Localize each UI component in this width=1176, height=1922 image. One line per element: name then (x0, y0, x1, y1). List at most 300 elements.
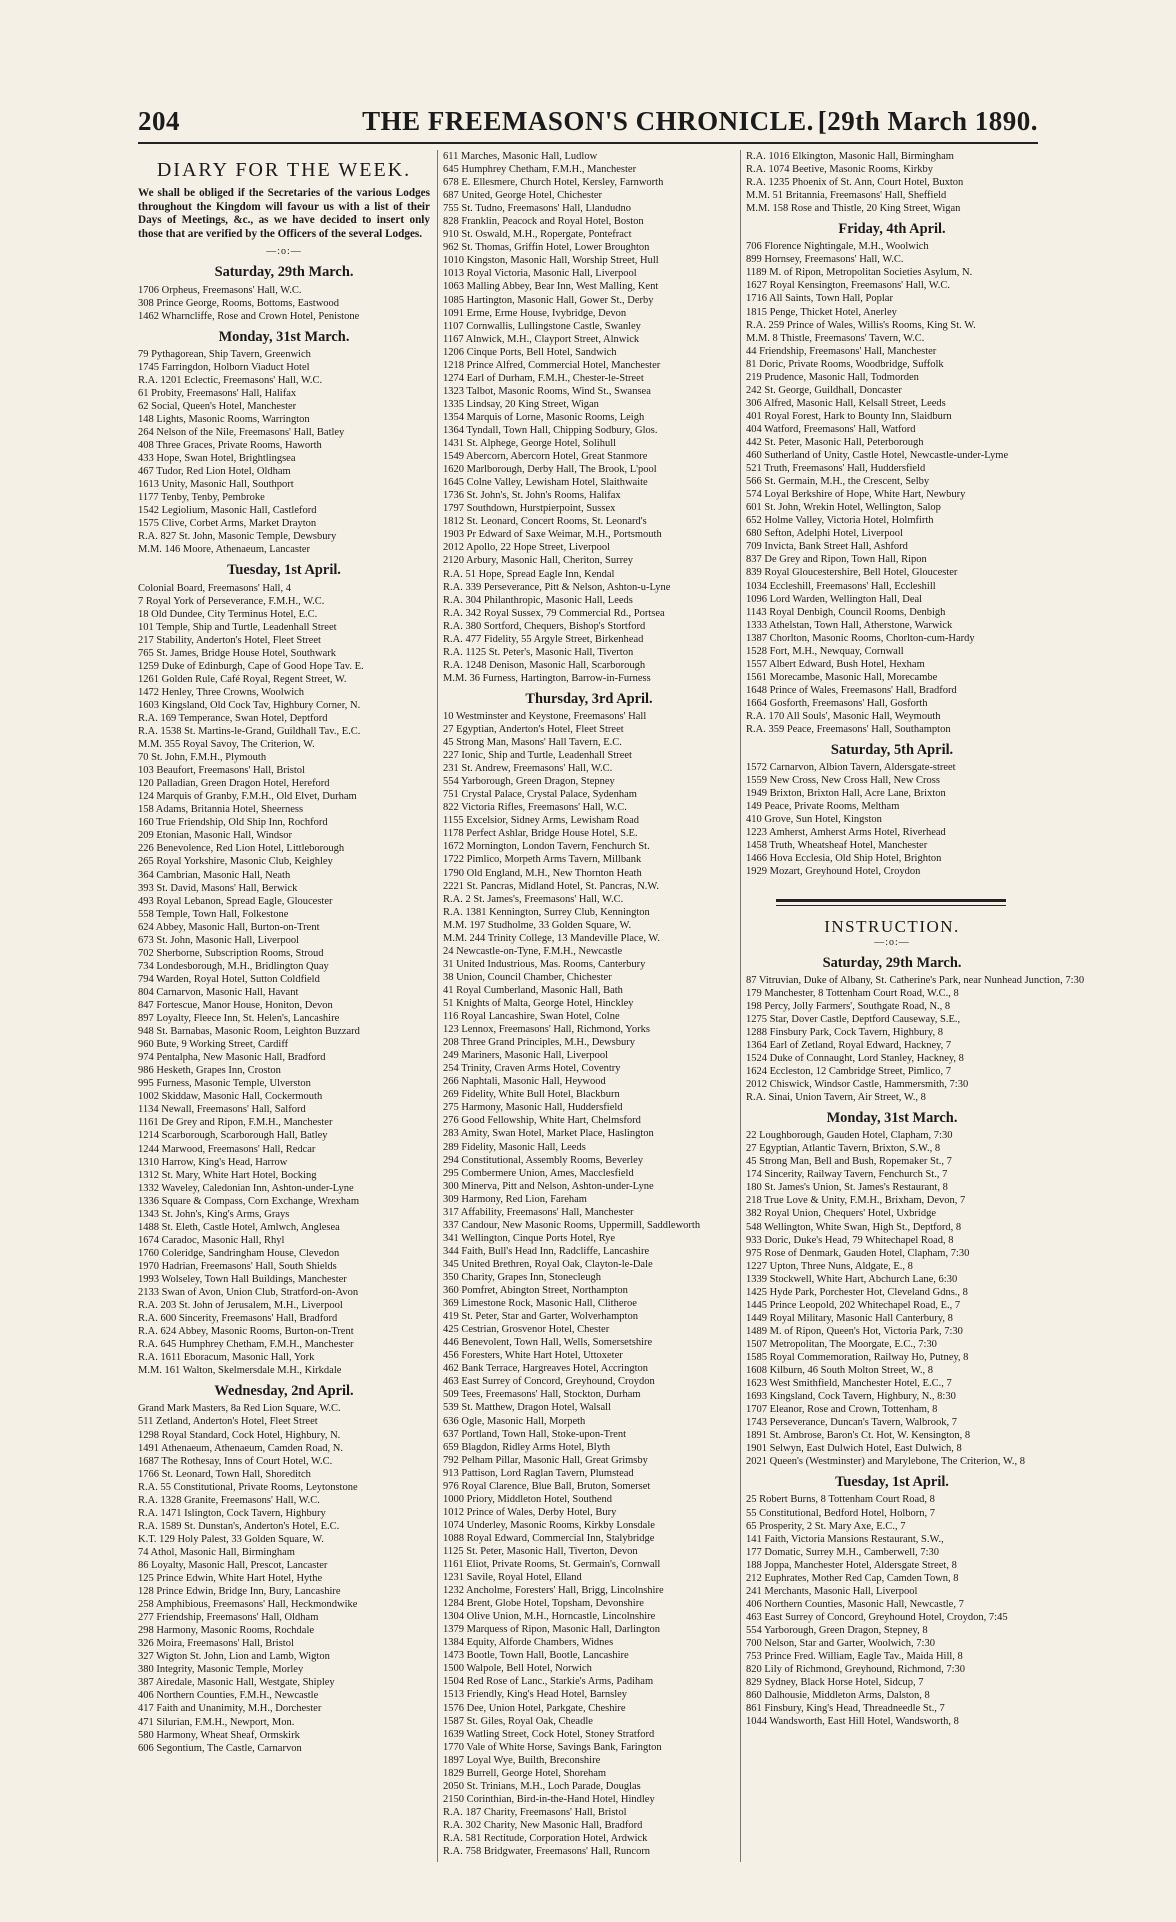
lodge-entry: 1797 Southdown, Hurstpierpoint, Sussex (443, 503, 616, 515)
column-divider (740, 150, 741, 1862)
lodge-entry: R.A. 339 Perseverance, Pitt & Nelson, Ashton-u-Lyne (443, 581, 671, 593)
lodge-entry: 1707 Eleanor, Rose and Crown, Tottenham, 8 (746, 1404, 938, 1416)
lodge-list (746, 974, 1085, 1104)
lodge-entry: 624 Abbey, Masonic Hall, Burton-on-Trent (138, 921, 320, 933)
day-heading: Saturday, 5th April. (830, 742, 954, 759)
lodge-entry: 1507 Metropolitan, The Moorgate, E.C., 7:30 (746, 1338, 937, 1350)
lodge-entry: R.A. 51 Hope, Spread Eagle Inn, Kendal (443, 568, 615, 580)
lodge-entry: 120 Palladian, Green Dragon Hotel, Hereford (138, 778, 330, 790)
lodge-entry: R.A. 624 Abbey, Masonic Rooms, Burton-on-Trent (138, 1326, 354, 1338)
lodge-entry: 1790 Old England, M.H., New Thornton Heath (443, 867, 642, 879)
lodge-entry: 611 Marches, Masonic Hall, Ludlow (443, 151, 598, 162)
day-heading: Friday, 4th April. (838, 221, 946, 238)
lodge-entry: 1466 Hova Ecclesia, Old Ship Hotel, Brighton (746, 853, 942, 865)
lodge-entry: 2021 Queen's (Westminster) and Marylebone, The Criterion, W., 8 (746, 1456, 1026, 1468)
lodge-entry: 1096 Lord Warden, Wellington Hall, Deal (746, 593, 923, 605)
lodge-entry: 1993 Wolseley, Town Hall Buildings, Manchester (138, 1273, 347, 1285)
lodge-entry: 804 Carnarvon, Masonic Hall, Havant (138, 986, 299, 998)
lodge-entry: 180 St. James's Union, St. James's Restaurant, 8 (746, 1182, 948, 1194)
lodge-entry: 847 Fortescue, Manor House, Honiton, Devon (138, 1000, 333, 1011)
lodge-entry: 1134 Newall, Freemasons' Hall, Salford (138, 1104, 306, 1116)
lodge-entry: 124 Marquis of Granby, F.M.H., Old Elvet, Durham (138, 791, 357, 803)
lodge-entry: R.A. 645 Humphrey Chetham, F.M.H., Manchester (138, 1339, 354, 1351)
lodge-entry: 1645 Colne Valley, Lewisham Hotel, Slaithwaite (443, 477, 648, 489)
lodge-entry: 1364 Tyndall, Town Hall, Chipping Sodbury, Glos. (443, 424, 658, 436)
lodge-entry: 1284 Brent, Globe Hotel, Topsham, Devonshire (443, 1598, 644, 1610)
column-1 (138, 150, 430, 1866)
lodge-entry: M.M. 51 Britannia, Freemasons' Hall, Sheffield (746, 190, 947, 202)
lodge-entry: 1223 Amherst, Amherst Arms Hotel, Riverhead (746, 827, 946, 839)
lodge-entry: 1500 Walpole, Bell Hotel, Norwich (443, 1663, 592, 1675)
lodge-entry: 404 Watford, Freemasons' Hall, Watford (746, 423, 916, 435)
lodge-entry: 1431 St. Alphege, George Hotel, Solihull (443, 438, 617, 450)
lodge-entry: 264 Nelson of the Nile, Freemasons' Hall, Batley (138, 426, 345, 438)
lodge-entry: 659 Blagdon, Ridley Arms Hotel, Blyth (443, 1441, 611, 1453)
lodge-entry: 1259 Duke of Edinburgh, Cape of Good Hope Tav. E. (138, 660, 364, 672)
lodge-entry: 369 Limestone Rock, Masonic Hall, Clitheroe (443, 1298, 637, 1310)
lodge-entry: 241 Merchants, Masonic Hall, Liverpool (746, 1585, 918, 1597)
lodge-entry: R.A. 1016 Elkington, Masonic Hall, Birmingham (746, 151, 954, 162)
lodge-entry: 1107 Cornwallis, Lullingstone Castle, Swanley (443, 320, 641, 332)
lodge-entry: 1462 Wharncliffe, Rose and Crown Hotel, Penistone (138, 310, 360, 322)
lodge-entry: 380 Integrity, Masonic Temple, Morley (138, 1664, 304, 1676)
lodge-entry: 406 Northern Counties, Masonic Hall, Newcastle, 7 (746, 1598, 964, 1610)
lodge-entry: 360 Pomfret, Abington Street, Northampton (443, 1285, 628, 1297)
lodge-entry: 364 Cambrian, Masonic Hall, Neath (138, 869, 291, 881)
lodge-entry: 820 Lily of Richmond, Greyhound, Richmond, 7:30 (746, 1664, 966, 1676)
lodge-entry: 125 Prince Edwin, White Hart Hotel, Hythe (138, 1573, 323, 1585)
lodge-entry: 212 Euphrates, Mother Red Cap, Camden Town, 8 (746, 1572, 959, 1584)
lodge-entry: 249 Mariners, Masonic Hall, Liverpool (443, 1050, 609, 1062)
lodge-entry: 1323 Talbot, Masonic Rooms, Wind St., Swansea (443, 385, 651, 397)
lodge-entry: 1232 Ancholme, Foresters' Hall, Brigg, Lincolnshire (443, 1585, 664, 1597)
lodge-entry: 1949 Brixton, Brixton Hall, Acre Lane, Brixton (746, 788, 946, 800)
day-heading: Tuesday, 1st April. (835, 1474, 949, 1491)
lodge-entry: 1231 Savile, Royal Hotel, Elland (443, 1572, 582, 1584)
section-rule (776, 899, 1006, 902)
lodge-entry: 87 Vitruvian, Duke of Albany, St. Catherine's Park, near Nunhead Junction, 7:30 (746, 974, 1085, 986)
lodge-entry: 1603 Kingsland, Old Cock Tav, Highbury Corner, N. (138, 699, 361, 711)
lodge-entry: 61 Probity, Freemasons' Hall, Halifax (138, 387, 297, 399)
lodge-entry: 327 Wigton St. John, Lion and Lamb, Wigton (138, 1651, 330, 1663)
lodge-entry: 86 Loyalty, Masonic Hall, Prescot, Lancaster (138, 1559, 328, 1571)
lodge-list (138, 348, 430, 557)
lodge-entry: 463 East Surrey of Concord, Greyhound Hotel, Croydon, 7:45 (746, 1611, 1008, 1623)
lodge-entry: 277 Friendship, Freemasons' Hall, Oldham (138, 1612, 319, 1624)
lodge-entry: R.A. 1328 Granite, Freemasons' Hall, W.C. (138, 1494, 320, 1506)
lodge-entry: 1897 Loyal Wye, Builth, Breconshire (443, 1754, 601, 1766)
lodge-entry: 829 Sydney, Black Horse Hotel, Sidcup, 7 (746, 1677, 924, 1689)
lodge-entry: M.M. 8 Thistle, Freemasons' Tavern, W.C. (746, 332, 925, 344)
day-heading: Saturday, 29th March. (214, 264, 354, 281)
lodge-entry: 467 Tudor, Red Lion Hotel, Oldham (138, 466, 291, 478)
lodge-entry: 1310 Harrow, King's Head, Harrow (138, 1156, 288, 1168)
lodge-entry: M.M. 146 Moore, Athenaeum, Lancaster (138, 544, 311, 556)
lodge-entry: 1275 Star, Dover Castle, Deptford Causeway, S.E., (746, 1013, 961, 1025)
lodge-entry: 1458 Truth, Wheatsheaf Hotel, Manchester (746, 840, 928, 852)
lodge-entry: R.A. 1589 St. Dunstan's, Anderton's Hotel, E.C. (138, 1520, 340, 1532)
lodge-entry: M.M. 197 Studholme, 33 Golden Square, W. (443, 919, 632, 931)
lodge-entry: 1227 Upton, Three Nuns, Aldgate, E., 8 (746, 1260, 913, 1272)
lodge-entry: 433 Hope, Swan Hotel, Brightlingsea (138, 453, 296, 465)
lodge-entry: 1557 Albert Edward, Bush Hotel, Hexham (746, 658, 925, 670)
lodge-entry: 24 Newcastle-on-Tyne, F.M.H., Newcastle (443, 945, 623, 957)
lodge-entry: 1161 Eliot, Private Rooms, St. Germain's, Cornwall (443, 1559, 661, 1571)
lodge-entry: 1384 Equity, Alforde Chambers, Widnes (443, 1637, 614, 1649)
lodge-entry: 65 Prosperity, 2 St. Mary Axe, E.C., 7 (746, 1520, 906, 1532)
lodge-entry: 1339 Stockwell, White Hart, Abchurch Lane, 6:30 (746, 1273, 958, 1285)
lodge-entry: 1167 Alnwick, M.H., Clayport Street, Alnwick (443, 333, 640, 345)
lodge-entry: R.A. 1201 Eclectic, Freemasons' Hall, W.C. (138, 374, 323, 386)
lodge-entry: 493 Royal Lebanon, Spread Eagle, Gloucester (138, 895, 333, 907)
lodge-entry: 38 Union, Council Chamber, Chichester (443, 971, 612, 983)
lodge-entry: 158 Adams, Britannia Hotel, Sheerness (138, 804, 304, 816)
lodge-entry: 298 Harmony, Masonic Rooms, Rochdale (138, 1625, 315, 1637)
lodge-entry: 265 Royal Yorkshire, Masonic Club, Keighley (138, 856, 333, 868)
lodge-entry: 1125 St. Peter, Masonic Hall, Tiverton, Devon (443, 1545, 638, 1557)
column-3 (746, 150, 1085, 1866)
lodge-entry: 1613 Unity, Masonic Hall, Southport (138, 479, 294, 491)
lodge-entry: R.A. 1074 Beetive, Masonic Rooms, Kirkby (746, 164, 933, 176)
lodge-entry: R.A. 203 St. John of Jerusalem, M.H., Liverpool (138, 1300, 343, 1312)
lodge-entry: 1288 Finsbury Park, Cock Tavern, Highbury, 8 (746, 1026, 943, 1038)
lodge-entry: 10 Westminster and Keystone, Freemasons' Hall (443, 710, 647, 722)
lodge-entry: 295 Combermere Union, Ames, Macclesfield (443, 1167, 634, 1179)
lodge-entry: 1766 St. Leonard, Town Hall, Shoreditch (138, 1468, 311, 1480)
section-rule (776, 905, 1006, 906)
lodge-entry: 734 Londesborough, M.H., Bridlington Quay (138, 960, 329, 972)
lodge-entry: 2012 Apollo, 22 Hope Street, Liverpool (443, 542, 611, 554)
lodge-entry: 1178 Perfect Ashlar, Bridge House Hotel, S.E. (443, 828, 638, 840)
lodge-entry: M.M. 36 Furness, Hartington, Barrow-in-Furness (443, 672, 651, 684)
lodge-entry: 1608 Kilburn, 46 South Molton Street, W., 8 (746, 1365, 933, 1377)
lodge-entry: 41 Royal Cumberland, Masonic Hall, Bath (443, 984, 623, 996)
lodge-entry: 753 Prince Fred. William, Eagle Tav., Maida Hill, 8 (746, 1651, 963, 1663)
lodge-entry: 1274 Earl of Durham, F.M.H., Chester-le-Street (443, 372, 644, 384)
lodge-entry: R.A. 359 Peace, Freemasons' Hall, Southampton (746, 724, 951, 736)
lodge-entry: 1587 St. Giles, Royal Oak, Cheadle (443, 1715, 593, 1727)
lodge-entry: R.A. 1381 Kennington, Surrey Club, Kennington (443, 906, 650, 918)
lodge-entry: 177 Domatic, Surrey M.H., Camberwell, 7:30 (746, 1546, 940, 1558)
lodge-entry: 306 Alfred, Masonic Hall, Kelsall Street, Leeds (746, 397, 946, 409)
day-heading: Monday, 31st March. (826, 1110, 958, 1127)
lodge-entry: 1155 Excelsior, Sidney Arms, Lewisham Road (443, 815, 640, 827)
day-heading: Monday, 31st March. (218, 328, 350, 345)
lodge-entry: 1091 Erme, Erme House, Ivybridge, Devon (443, 307, 627, 319)
lodge-entry: 1013 Royal Victoria, Masonic Hall, Liverpool (443, 268, 637, 280)
lodge-entry: 1189 M. of Ripon, Metropolitan Societies Asylum, N. (746, 267, 973, 279)
lodge-entry: 755 St. Tudno, Freemasons' Hall, Llandudno (443, 203, 631, 215)
ornament-divider: —:o:— (874, 936, 910, 948)
lodge-entry: 393 St. David, Masons' Hall, Berwick (138, 882, 298, 894)
lodge-entry: 509 Tees, Freemasons' Hall, Stockton, Durham (443, 1389, 641, 1401)
lodge-entry: 910 St. Oswald, M.H., Ropergate, Pontefract (443, 229, 632, 241)
lodge-entry: 1639 Watling Street, Cock Hotel, Stoney Stratford (443, 1728, 655, 1740)
lodge-entry: K.T. 129 Holy Palest, 33 Golden Square, W. (138, 1533, 324, 1545)
lodge-entry: 1575 Clive, Corbet Arms, Market Drayton (138, 518, 317, 530)
lodge-entry: 1722 Pimlico, Morpeth Arms Tavern, Millbank (443, 854, 642, 866)
lodge-entry: 645 Humphrey Chetham, F.M.H., Manchester (443, 164, 637, 176)
lodge-entry: 860 Dalhousie, Middleton Arms, Dalston, 8 (746, 1690, 930, 1702)
lodge-entry: 899 Hornsey, Freemasons' Hall, W.C. (746, 254, 904, 266)
lodge-entry: 2133 Swan of Avon, Union Club, Stratford-on-Avon (138, 1287, 359, 1299)
lodge-entry: 521 Truth, Freemasons' Hall, Huddersfield (746, 463, 926, 475)
lodge-entry: 401 Royal Forest, Hark to Bounty Inn, Slaidburn (746, 410, 952, 422)
lodge-entry: R.A. 1538 St. Martins-le-Grand, Guildhall Tav., E.C. (138, 726, 361, 738)
lodge-entry: 1528 Fort, M.H., Newquay, Cornwall (746, 645, 904, 657)
lodge-entry: 45 Strong Man, Masons' Hall Tavern, E.C. (443, 737, 622, 749)
lodge-entry: R.A. 304 Philanthropic, Masonic Hall, Leeds (443, 594, 633, 606)
lodge-entry: M.M. 161 Walton, Skelmersdale M.H., Kirkdale (138, 1365, 342, 1377)
lodge-entry: 1576 Dee, Union Hotel, Parkgate, Cheshire (443, 1702, 626, 1714)
lodge-entry: 974 Pentalpha, New Masonic Hall, Bradford (138, 1052, 326, 1064)
lodge-entry: R.A. 302 Charity, New Masonic Hall, Bradford (443, 1819, 643, 1831)
lodge-entry: 208 Three Grand Principles, M.H., Dewsbury (443, 1037, 635, 1049)
lodge-entry: 913 Pattison, Lord Raglan Tavern, Plumstead (443, 1467, 634, 1479)
lodge-entry: 442 St. Peter, Masonic Hall, Peterborough (746, 436, 924, 448)
lodge-entry: 276 Good Fellowship, White Hart, Chelmsford (443, 1115, 641, 1127)
lodge-entry: 652 Holme Valley, Victoria Hotel, Holmfirth (746, 515, 934, 527)
lodge-entry: 283 Amity, Swan Hotel, Market Place, Haslington (443, 1128, 654, 1140)
lodge-entry: 62 Social, Queen's Hotel, Manchester (138, 400, 297, 412)
lodge-entry: M.M. 355 Royal Savoy, The Criterion, W. (138, 739, 315, 751)
lodge-entry: 837 De Grey and Ripon, Town Hall, Ripon (746, 554, 927, 566)
lodge-entry: 962 St. Thomas, Griffin Hotel, Lower Broughton (443, 242, 650, 254)
lodge-entry: 1491 Athenaeum, Athenaeum, Camden Road, N. (138, 1442, 344, 1454)
lodge-entry: 1745 Farringdon, Holborn Viaduct Hotel (138, 361, 310, 373)
lodge-entry: 794 Warden, Royal Hotel, Sutton Coldfield (138, 973, 320, 985)
lodge-entry: 350 Charity, Grapes Inn, Stonecleugh (443, 1271, 601, 1283)
lodge-entry: R.A. 758 Bridgwater, Freemasons' Hall, Runcorn (443, 1846, 651, 1858)
lodge-entry: 1214 Scarborough, Scarborough Hall, Batley (138, 1130, 328, 1142)
lodge-entry: 1143 Royal Denbigh, Council Rooms, Denbigh (746, 606, 946, 618)
lodge-entry: 678 E. Ellesmere, Church Hotel, Kersley, Farnworth (443, 177, 664, 189)
lodge-list (138, 582, 430, 1378)
lodge-entry: 337 Candour, New Masonic Rooms, Uppermill, Saddleworth (443, 1219, 701, 1231)
lodge-entry: 1674 Caradoc, Masonic Hall, Rhyl (138, 1234, 285, 1246)
lodge-entry: 74 Athol, Masonic Hall, Birmingham (138, 1546, 295, 1558)
lodge-entry: 1672 Mornington, London Tavern, Fenchurch St. (443, 841, 650, 853)
lodge-entry: 460 Sutherland of Unity, Castle Hotel, Newcastle-under-Lyme (746, 450, 1009, 462)
lodge-entry: 148 Lights, Masonic Rooms, Warrington (138, 413, 310, 425)
lodge-entry: 408 Three Graces, Private Rooms, Haworth (138, 440, 322, 452)
lodge-entry: R.A. 2 St. James's, Freemasons' Hall, W.C. (443, 893, 624, 905)
lodge-entry: 1693 Kingsland, Cock Tavern, Highbury, N., 8:30 (746, 1391, 956, 1403)
lodge-entry: 1970 Hadrian, Freemasons' Hall, South Shields (138, 1260, 337, 1272)
lodge-entry: 1336 Square & Compass, Corn Exchange, Wrexham (138, 1195, 360, 1207)
lodge-entry: 709 Invicta, Bank Street Hall, Ashford (746, 541, 908, 553)
lodge-entry: R.A. 55 Constitutional, Private Rooms, Leytonstone (138, 1481, 358, 1493)
lodge-entry: 1812 St. Leonard, Concert Rooms, St. Leonard's (443, 516, 647, 528)
lodge-entry: 345 United Brethren, Royal Oak, Clayton-le-Dale (443, 1258, 653, 1270)
lodge-entry: 1161 De Grey and Ripon, F.M.H., Manchester (138, 1117, 333, 1129)
lodge-entry: 1261 Golden Rule, Café Royal, Regent Street, W. (138, 673, 347, 685)
lodge-entry: 554 Yarborough, Green Dragon, Stepney, 8 (746, 1624, 928, 1636)
lodge-entry: 266 Naphtali, Masonic Hall, Heywood (443, 1076, 606, 1088)
lodge-entry: 462 Bank Terrace, Hargreaves Hotel, Accrington (443, 1363, 649, 1375)
lodge-entry: 673 St. John, Masonic Hall, Liverpool (138, 934, 299, 946)
lodge-entry: 317 Affability, Freemasons' Hall, Manchester (443, 1206, 634, 1218)
lodge-entry: 822 Victoria Rifles, Freemasons' Hall, W.C. (443, 802, 627, 814)
lodge-entry: 25 Robert Burns, 8 Tottenham Court Road, 8 (746, 1494, 935, 1506)
lodge-list (746, 1493, 1038, 1728)
lodge-entry: 751 Crystal Palace, Crystal Palace, Sydenham (443, 789, 637, 801)
lodge-entry: 103 Beaufort, Freemasons' Hall, Bristol (138, 765, 305, 777)
lodge-entry: 269 Fidelity, White Bull Hotel, Blackburn (443, 1089, 620, 1101)
lodge-entry: 1085 Hartington, Masonic Hall, Gower St., Derby (443, 294, 654, 306)
lodge-list (746, 240, 1038, 736)
lodge-list (746, 150, 1038, 215)
lodge-entry: 1177 Tenby, Tenby, Pembroke (138, 492, 265, 504)
lodge-entry: 1716 All Saints, Town Hall, Poplar (746, 293, 893, 305)
lodge-entry: 636 Ogle, Masonic Hall, Morpeth (443, 1415, 586, 1427)
instruction-heading: INSTRUCTION. (824, 916, 960, 936)
lodge-entry: 1218 Prince Alfred, Commercial Hotel, Manchester (443, 359, 661, 371)
lodge-entry: 22 Loughborough, Gauden Hotel, Clapham, 7:30 (746, 1130, 953, 1142)
lodge-entry: 548 Wellington, White Swan, High St., Deptford, 8 (746, 1221, 962, 1233)
lodge-entry: 1333 Athelstan, Town Hall, Atherstone, Warwick (746, 619, 953, 631)
lodge-entry: 995 Furness, Masonic Temple, Ulverston (138, 1078, 311, 1090)
lodge-entry: 463 East Surrey of Concord, Greyhound, Croydon (443, 1376, 655, 1388)
lodge-entry: 188 Joppa, Manchester Hotel, Aldersgate Street, 8 (746, 1559, 957, 1571)
lodge-entry: 79 Pythagorean, Ship Tavern, Greenwich (138, 348, 311, 360)
lodge-entry: R.A. 342 Royal Sussex, 79 Commercial Rd., Portsea (443, 607, 665, 619)
lodge-entry: 341 Wellington, Cinque Ports Hotel, Rye (443, 1232, 616, 1244)
lodge-entry: 1513 Friendly, King's Head Hotel, Barnsley (443, 1689, 628, 1701)
lodge-entry: 1000 Priory, Middleton Hotel, Southend (443, 1493, 613, 1505)
lodge-entry: 1343 St. John's, King's Arms, Grays (138, 1208, 290, 1220)
lodge-list (746, 761, 1038, 878)
lodge-entry: 637 Portland, Town Hall, Stoke-upon-Trent (443, 1428, 627, 1440)
lodge-entry: 1561 Morecambe, Masonic Hall, Morecambe (746, 671, 938, 683)
lodge-entry: 1624 Eccleston, 12 Cambridge Street, Pimlico, 7 (746, 1066, 952, 1077)
lodge-entry: 128 Prince Edwin, Bridge Inn, Bury, Lancashire (138, 1586, 341, 1598)
lodge-entry: R.A. 380 Sortford, Chequers, Bishop's Stortford (443, 620, 646, 632)
lodge-entry: 1572 Carnarvon, Albion Tavern, Aldersgate-street (746, 762, 956, 774)
lodge-entry: 539 St. Matthew, Dragon Hotel, Walsall (443, 1402, 612, 1414)
lodge-entry: 1706 Orpheus, Freemasons' Hall, W.C. (138, 284, 302, 296)
lodge-entry: 123 Lennox, Freemasons' Hall, Richmond, Yorks (443, 1024, 650, 1036)
lodge-entry: 1901 Selwyn, East Dulwich Hotel, East Dulwich, 8 (746, 1443, 962, 1455)
lodge-entry: 1387 Chorlton, Masonic Rooms, Chorlton-cum-Hardy (746, 632, 975, 644)
lodge-entry: 1206 Cinque Ports, Bell Hotel, Sandwich (443, 346, 617, 358)
lodge-entry: 1648 Prince of Wales, Freemasons' Hall, Bradford (746, 684, 957, 696)
lodge-entry: 1472 Henley, Three Crowns, Woolwich (138, 686, 305, 698)
lodge-entry: 149 Peace, Private Rooms, Meltham (746, 801, 900, 813)
lodge-entry: 254 Trinity, Craven Arms Hotel, Coventry (443, 1063, 621, 1075)
lodge-entry: 960 Bute, 9 Working Street, Cardiff (138, 1039, 289, 1051)
lodge-entry: 687 United, George Hotel, Chichester (443, 190, 603, 202)
lodge-entry: 219 Prudence, Masonic Hall, Todmorden (746, 371, 919, 383)
lodge-entry: 828 Franklin, Peacock and Royal Hotel, Boston (443, 216, 644, 228)
lodge-list (746, 1129, 1038, 1468)
lodge-entry: 861 Finsbury, King's Head, Threadneedle St., 7 (746, 1703, 945, 1715)
day-heading: Thursday, 3rd April. (525, 690, 653, 707)
lodge-entry: 289 Fidelity, Masonic Hall, Leeds (443, 1141, 586, 1153)
lodge-entry: 1244 Marwood, Freemasons' Hall, Redcar (138, 1143, 316, 1155)
day-heading: Wednesday, 2nd April. (214, 1383, 354, 1400)
lodge-entry: 511 Zetland, Anderton's Hotel, Fleet Street (138, 1416, 318, 1428)
lodge-entry: 2012 Chiswick, Windsor Castle, Hammersmith, 7:30 (746, 1079, 969, 1091)
lodge-entry: 1354 Marquis of Lorne, Masonic Rooms, Leigh (443, 411, 645, 423)
lodge-entry: 1623 West Smithfield, Manchester Hotel, E.C., 7 (746, 1378, 952, 1390)
lodge-entry: 1063 Malling Abbey, Bear Inn, West Malling, Kent (443, 281, 659, 293)
lodge-entry: R.A. 1611 Eboracum, Masonic Hall, York (138, 1352, 315, 1364)
lodge-entry: 1559 New Cross, New Cross Hall, New Cross (746, 775, 940, 787)
lodge-entry: 471 Silurian, F.M.H., Newport, Mon. (138, 1716, 295, 1728)
lodge-entry: 45 Strong Man, Bell and Bush, Ropemaker St., 7 (746, 1156, 952, 1168)
lodge-entry: 1304 Olive Union, M.H., Horncastle, Lincolnshire (443, 1611, 656, 1623)
lodge-entry: 198 Percy, Jolly Farmers', Southgate Road, N., 8 (746, 1000, 951, 1012)
lodge-entry: 417 Faith and Unanimity, M.H., Dorchester (138, 1703, 322, 1715)
lodge-entry: 218 True Love & Unity, F.M.H., Brixham, Devon, 7 (746, 1195, 966, 1207)
lodge-entry: 700 Nelson, Star and Garter, Woolwich, 7:30 (746, 1637, 935, 1649)
diary-heading: DIARY FOR THE WEEK. (156, 159, 412, 181)
day-heading: Tuesday, 1st April. (227, 562, 341, 579)
lodge-entry: 27 Egyptian, Atlantic Tavern, Brixton, S.W., 8 (746, 1143, 941, 1155)
lodge-entry: 425 Cestrian, Grosvenor Hotel, Chester (443, 1324, 610, 1336)
lodge-entry: R.A. 1125 St. Peter's, Masonic Hall, Tiverton (443, 646, 634, 658)
lodge-entry: 1929 Mozart, Greyhound Hotel, Croydon (746, 866, 921, 878)
lodge-entry: 986 Hesketh, Grapes Inn, Croston (138, 1065, 281, 1077)
lodge-entry: 606 Segontium, The Castle, Carnarvon (138, 1742, 302, 1754)
lodge-entry: 1489 M. of Ripon, Queen's Hot, Victoria Park, 7:30 (746, 1325, 963, 1337)
lodge-entry: 1332 Waveley, Caledonian Inn, Ashton-under-Lyne (138, 1182, 354, 1194)
lodge-entry: 456 Foresters, White Hart Hotel, Uttoxeter (443, 1350, 623, 1362)
masthead (138, 106, 1038, 140)
lodge-entry: 258 Amphibious, Freemasons' Hall, Heckmondwike (138, 1599, 358, 1611)
lodge-entry: 1504 Red Rose of Lanc., Starkie's Arms, Padiham (443, 1676, 654, 1688)
lodge-entry: 1743 Perseverance, Duncan's Tavern, Walbrook, 7 (746, 1417, 958, 1429)
lodge-entry: 410 Grove, Sun Hotel, Kingston (746, 814, 882, 826)
ornament-divider: —:o:— (266, 246, 302, 258)
lodge-entry: 1034 Eccleshill, Freemasons' Hall, Eccleshill (746, 580, 936, 592)
lodge-entry: 1815 Penge, Thicket Hotel, Anerley (746, 306, 897, 318)
lodge-entry: Grand Mark Masters, 8a Red Lion Square, W.C. (138, 1403, 341, 1415)
lodge-entry: 1549 Abercorn, Abercorn Hotel, Great Stanmore (443, 451, 648, 463)
lodge-entry: 31 United Industrious, Mas. Rooms, Canterbury (443, 958, 646, 970)
lodge-entry: 44 Friendship, Freemasons' Hall, Manchester (746, 345, 937, 357)
lodge-entry: 18 Old Dundee, City Terminus Hotel, E.C. (138, 608, 318, 620)
lodge-entry: 558 Temple, Town Hall, Folkestone (138, 908, 289, 920)
lodge-entry: 1473 Bootle, Town Hall, Bootle, Lancashire (443, 1650, 629, 1662)
lodge-entry: 574 Loyal Berkshire of Hope, White Hart, Newbury (746, 489, 966, 501)
lodge-entry: 702 Sherborne, Subscription Rooms, Stroud (138, 947, 324, 959)
lodge-entry: 1074 Underley, Masonic Rooms, Kirkby Lonsdale (443, 1519, 655, 1531)
lodge-entry: 55 Constitutional, Bedford Hotel, Holborn, 7 (746, 1507, 935, 1519)
lodge-entry: 1542 Legiolium, Masonic Hall, Castleford (138, 505, 317, 517)
lodge-entry: 1891 St. Ambrose, Baron's Ct. Hot, W. Kensington, 8 (746, 1430, 971, 1442)
lodge-entry: 300 Minerva, Pitt and Nelson, Ashton-under-Lyne (443, 1180, 654, 1192)
lodge-entry: 179 Manchester, 8 Tottenham Court Road, W.C., 8 (746, 987, 959, 999)
lodge-entry: 226 Benevolence, Red Lion Hotel, Littleborough (138, 843, 345, 855)
lodge-entry: 1335 Lindsay, 20 King Street, Wigan (443, 398, 599, 410)
lodge-entry: 231 St. Andrew, Freemasons' Hall, W.C. (443, 763, 613, 775)
lodge-entry: 1364 Earl of Zetland, Royal Edward, Hackney, 7 (746, 1039, 952, 1051)
lodge-list (138, 1402, 430, 1754)
lodge-entry: 1445 Prince Leopold, 202 Whitechapel Road, E., 7 (746, 1299, 961, 1311)
lodge-entry: 1425 Hyde Park, Porchester Hot, Cleveland Gdns., 8 (746, 1286, 968, 1298)
lodge-entry: R.A. 170 All Souls', Masonic Hall, Weymouth (746, 710, 941, 722)
lodge-entry: 897 Loyalty, Fleece Inn, St. Helen's, Lancashire (138, 1013, 340, 1025)
diary-intro: We shall be obliged if the Secretaries of the various Lodges throughout the Kingdom will favour us with a list of their Days of Meetings, &c., as we have decided to insert only those that are verified by the Officers of the several Lodges. (138, 187, 430, 240)
lodge-entry: 174 Sincerity, Railway Tavern, Fenchurch St., 7 (746, 1169, 948, 1181)
lodge-entry: 1760 Coleridge, Sandringham House, Clevedon (138, 1247, 340, 1259)
lodge-entry: 1664 Gosforth, Freemasons' Hall, Gosforth (746, 697, 928, 709)
lodge-entry: 209 Etonian, Masonic Hall, Windsor (138, 830, 292, 842)
header-rule (138, 142, 1038, 144)
lodge-entry: 1687 The Rothesay, Inns of Court Hotel, W.C. (138, 1455, 333, 1467)
